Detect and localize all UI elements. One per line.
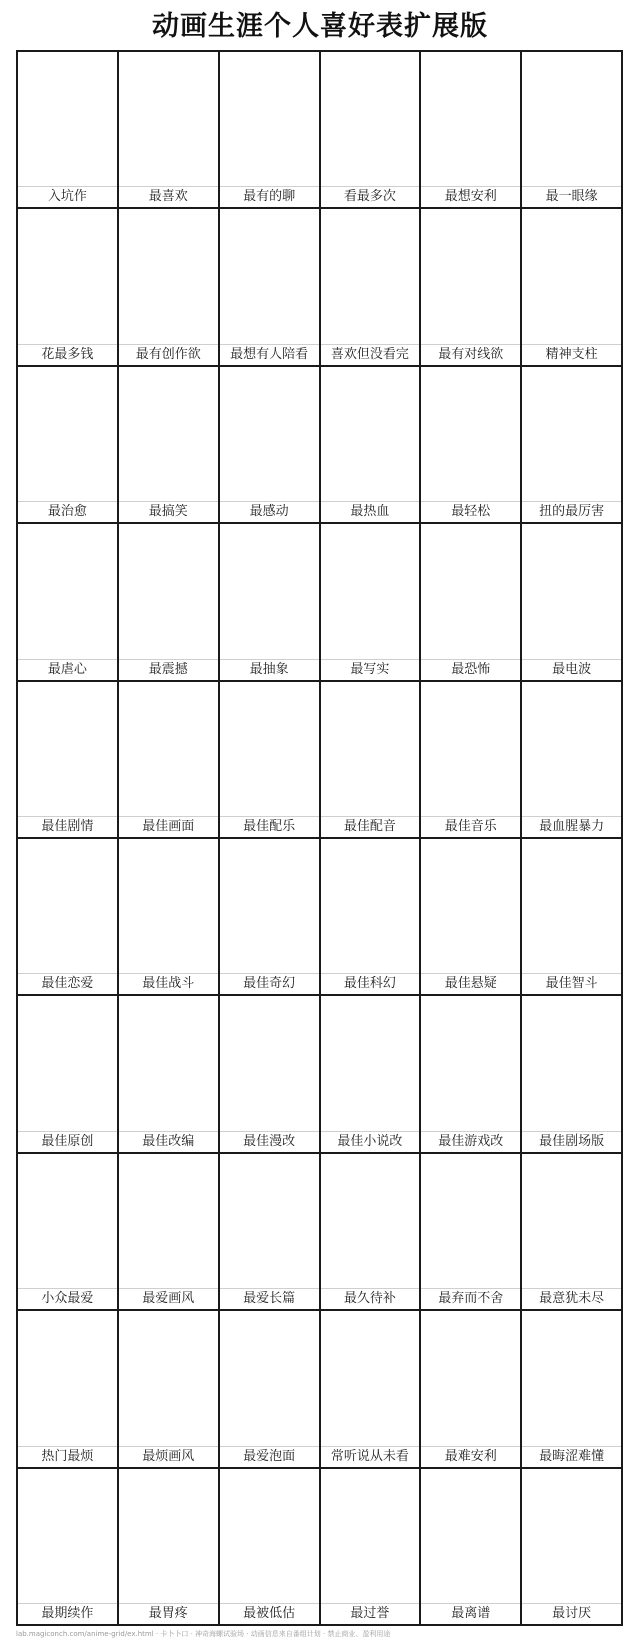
cell-label: 最想有人陪看	[220, 344, 319, 365]
cell-label: 热门最烦	[18, 1446, 117, 1467]
grid-cell[interactable]	[421, 839, 520, 994]
cell-label: 最轻松	[421, 501, 520, 522]
cell-label: 喜欢但没看完	[321, 344, 420, 365]
image-slot[interactable]	[18, 52, 117, 187]
image-slot[interactable]	[119, 1311, 218, 1446]
image-slot[interactable]	[321, 1311, 420, 1446]
grid-cell[interactable]	[220, 52, 319, 207]
cell-label: 最血腥暴力	[522, 816, 621, 837]
grid-cell[interactable]	[220, 524, 319, 679]
grid-cell[interactable]	[421, 996, 520, 1151]
image-slot[interactable]	[522, 996, 621, 1131]
image-slot[interactable]	[421, 996, 520, 1131]
grid-cell[interactable]	[321, 1469, 420, 1624]
grid-cell[interactable]	[522, 839, 621, 994]
grid-cell[interactable]	[119, 1154, 218, 1309]
grid-cell[interactable]	[421, 524, 520, 679]
cell-label: 最意犹未尽	[522, 1288, 621, 1309]
grid-cell[interactable]	[18, 209, 117, 364]
cell-label: 最虐心	[18, 659, 117, 680]
grid-cell[interactable]	[18, 996, 117, 1151]
image-slot[interactable]	[220, 52, 319, 187]
cell-label: 看最多次	[321, 186, 420, 207]
grid-cell[interactable]	[321, 367, 420, 522]
cell-label: 最佳悬疑	[421, 973, 520, 994]
grid-cell[interactable]	[119, 367, 218, 522]
grid-cell[interactable]	[321, 209, 420, 364]
grid-cell[interactable]	[321, 839, 420, 994]
grid-cell[interactable]	[18, 1154, 117, 1309]
image-slot[interactable]	[522, 1154, 621, 1289]
grid-cell[interactable]	[119, 52, 218, 207]
image-slot[interactable]	[421, 839, 520, 974]
cell-label: 最晦涩难懂	[522, 1446, 621, 1467]
image-slot[interactable]	[18, 367, 117, 502]
cell-label: 最过誉	[321, 1603, 420, 1624]
grid-cell[interactable]	[522, 367, 621, 522]
cell-label: 最一眼缘	[522, 186, 621, 207]
grid-cell[interactable]	[220, 209, 319, 364]
image-slot[interactable]	[18, 996, 117, 1131]
image-slot[interactable]	[522, 682, 621, 817]
grid-cell[interactable]	[119, 524, 218, 679]
grid-cell[interactable]	[220, 1154, 319, 1309]
cell-label: 最佳智斗	[522, 973, 621, 994]
grid-cell[interactable]	[220, 1311, 319, 1466]
grid-cell[interactable]	[18, 524, 117, 679]
image-slot[interactable]	[119, 1469, 218, 1604]
image-slot[interactable]	[421, 52, 520, 187]
cell-label: 最佳配乐	[220, 816, 319, 837]
cell-label: 最爱长篇	[220, 1288, 319, 1309]
image-slot[interactable]	[18, 682, 117, 817]
image-slot[interactable]	[119, 839, 218, 974]
grid-cell[interactable]	[522, 1154, 621, 1309]
cell-label: 入坑作	[18, 186, 117, 207]
image-slot[interactable]	[421, 682, 520, 817]
image-slot[interactable]	[321, 524, 420, 659]
grid-cell[interactable]	[18, 839, 117, 994]
grid-cell[interactable]	[321, 52, 420, 207]
cell-label: 最想安利	[421, 186, 520, 207]
grid-cell[interactable]	[18, 367, 117, 522]
image-slot[interactable]	[220, 524, 319, 659]
grid-cell[interactable]	[18, 1469, 117, 1624]
image-slot[interactable]	[321, 996, 420, 1131]
grid-cell[interactable]	[220, 1469, 319, 1624]
grid-cell[interactable]	[119, 839, 218, 994]
grid-cell[interactable]	[522, 682, 621, 837]
image-slot[interactable]	[522, 1469, 621, 1604]
grid-cell[interactable]	[522, 524, 621, 679]
image-slot[interactable]	[220, 209, 319, 344]
cell-label: 精神支柱	[522, 344, 621, 365]
grid-cell[interactable]	[321, 1154, 420, 1309]
image-slot[interactable]	[522, 524, 621, 659]
cell-label: 最期续作	[18, 1603, 117, 1624]
grid-cell[interactable]	[18, 52, 117, 207]
image-slot[interactable]	[321, 52, 420, 187]
anime-grid	[16, 50, 623, 1626]
grid-cell[interactable]	[522, 52, 621, 207]
image-slot[interactable]	[18, 1154, 117, 1289]
image-slot[interactable]	[119, 682, 218, 817]
image-slot[interactable]	[522, 52, 621, 187]
grid-cell[interactable]	[321, 682, 420, 837]
cell-label: 最恐怖	[421, 659, 520, 680]
cell-label: 最胃疼	[119, 1603, 218, 1624]
cell-label: 最写实	[321, 659, 420, 680]
image-slot[interactable]	[18, 524, 117, 659]
grid-cell[interactable]	[220, 996, 319, 1151]
image-slot[interactable]	[220, 1154, 319, 1289]
grid-cell[interactable]	[421, 209, 520, 364]
grid-cell[interactable]	[522, 1311, 621, 1466]
cell-label: 最抽象	[220, 659, 319, 680]
cell-label: 最佳奇幻	[220, 973, 319, 994]
cell-label: 最有创作欲	[119, 344, 218, 365]
cell-label: 最佳恋爱	[18, 973, 117, 994]
grid-cell[interactable]	[421, 52, 520, 207]
image-slot[interactable]	[321, 367, 420, 502]
image-slot[interactable]	[18, 1469, 117, 1604]
grid-cell[interactable]	[18, 682, 117, 837]
cell-label: 最有对线欲	[421, 344, 520, 365]
cell-label: 最弃而不舍	[421, 1288, 520, 1309]
grid-cell[interactable]	[421, 1311, 520, 1466]
image-slot[interactable]	[421, 1311, 520, 1446]
cell-label: 最热血	[321, 501, 420, 522]
grid-cell[interactable]	[321, 524, 420, 679]
grid-cell[interactable]	[119, 1311, 218, 1466]
cell-label: 最被低估	[220, 1603, 319, 1624]
cell-label: 最佳剧情	[18, 816, 117, 837]
image-slot[interactable]	[18, 209, 117, 344]
cell-label: 最佳剧场版	[522, 1131, 621, 1152]
image-slot[interactable]	[321, 1154, 420, 1289]
image-slot[interactable]	[421, 367, 520, 502]
grid-cell[interactable]	[321, 996, 420, 1151]
page-title: 动画生涯个人喜好表扩展版	[152, 11, 488, 42]
cell-label: 最喜欢	[119, 186, 218, 207]
image-slot[interactable]	[321, 682, 420, 817]
cell-label: 最烦画风	[119, 1446, 218, 1467]
image-slot[interactable]	[321, 839, 420, 974]
cell-label: 扭的最厉害	[522, 501, 621, 522]
grid-cell[interactable]	[522, 209, 621, 364]
cell-label: 最久待补	[321, 1288, 420, 1309]
cell-label: 常听说从未看	[321, 1446, 420, 1467]
image-slot[interactable]	[421, 524, 520, 659]
cell-label: 最搞笑	[119, 501, 218, 522]
grid-cell[interactable]	[220, 682, 319, 837]
image-slot[interactable]	[119, 996, 218, 1131]
cell-label: 最佳音乐	[421, 816, 520, 837]
cell-label: 最讨厌	[522, 1603, 621, 1624]
image-slot[interactable]	[220, 1311, 319, 1446]
grid-cell[interactable]	[321, 1311, 420, 1466]
cell-label: 花最多钱	[18, 344, 117, 365]
image-slot[interactable]	[421, 1154, 520, 1289]
cell-label: 最有的聊	[220, 186, 319, 207]
cell-label: 最佳原创	[18, 1131, 117, 1152]
grid-cell[interactable]	[220, 839, 319, 994]
grid-cell[interactable]	[119, 682, 218, 837]
image-slot[interactable]	[220, 839, 319, 974]
cell-label: 最佳战斗	[119, 973, 218, 994]
cell-label: 最离谱	[421, 1603, 520, 1624]
image-slot[interactable]	[522, 209, 621, 344]
image-slot[interactable]	[119, 524, 218, 659]
cell-label: 最感动	[220, 501, 319, 522]
grid-cell[interactable]	[421, 367, 520, 522]
image-slot[interactable]	[321, 209, 420, 344]
grid-cell[interactable]	[119, 209, 218, 364]
cell-label: 最爱泡面	[220, 1446, 319, 1467]
image-slot[interactable]	[220, 367, 319, 502]
grid-cell[interactable]	[522, 996, 621, 1151]
cell-label: 最佳漫改	[220, 1131, 319, 1152]
image-slot[interactable]	[119, 367, 218, 502]
cell-label: 小众最爱	[18, 1288, 117, 1309]
image-slot[interactable]	[119, 209, 218, 344]
grid-cell[interactable]	[119, 996, 218, 1151]
footer-credit: lab.magiconch.com/anime-grid/ex.html · 卡卜卜口 · 神奇海螺试验场 · 动画信息来自番组计划 · 禁止商业、盈利用途	[16, 1630, 391, 1638]
cell-label: 最佳游戏改	[421, 1131, 520, 1152]
image-slot[interactable]	[421, 209, 520, 344]
cell-label: 最佳小说改	[321, 1131, 420, 1152]
grid-cell[interactable]	[421, 1154, 520, 1309]
grid-cell[interactable]	[18, 1311, 117, 1466]
image-slot[interactable]	[119, 52, 218, 187]
cell-label: 最治愈	[18, 501, 117, 522]
cell-label: 最电波	[522, 659, 621, 680]
cell-label: 最佳配音	[321, 816, 420, 837]
image-slot[interactable]	[119, 1154, 218, 1289]
grid-cell[interactable]	[220, 367, 319, 522]
image-slot[interactable]	[220, 682, 319, 817]
grid-cell[interactable]	[119, 1469, 218, 1624]
image-slot[interactable]	[522, 1311, 621, 1446]
cell-label: 最佳改编	[119, 1131, 218, 1152]
cell-label: 最爱画风	[119, 1288, 218, 1309]
grid-cell[interactable]	[421, 682, 520, 837]
cell-label: 最佳科幻	[321, 973, 420, 994]
image-slot[interactable]	[321, 1469, 420, 1604]
image-slot[interactable]	[522, 839, 621, 974]
grid-cell[interactable]	[421, 1469, 520, 1624]
image-slot[interactable]	[522, 367, 621, 502]
image-slot[interactable]	[220, 996, 319, 1131]
image-slot[interactable]	[421, 1469, 520, 1604]
image-slot[interactable]	[18, 839, 117, 974]
grid-cell[interactable]	[522, 1469, 621, 1624]
image-slot[interactable]	[220, 1469, 319, 1604]
cell-label: 最佳画面	[119, 816, 218, 837]
cell-label: 最震撼	[119, 659, 218, 680]
cell-label: 最难安利	[421, 1446, 520, 1467]
image-slot[interactable]	[18, 1311, 117, 1446]
